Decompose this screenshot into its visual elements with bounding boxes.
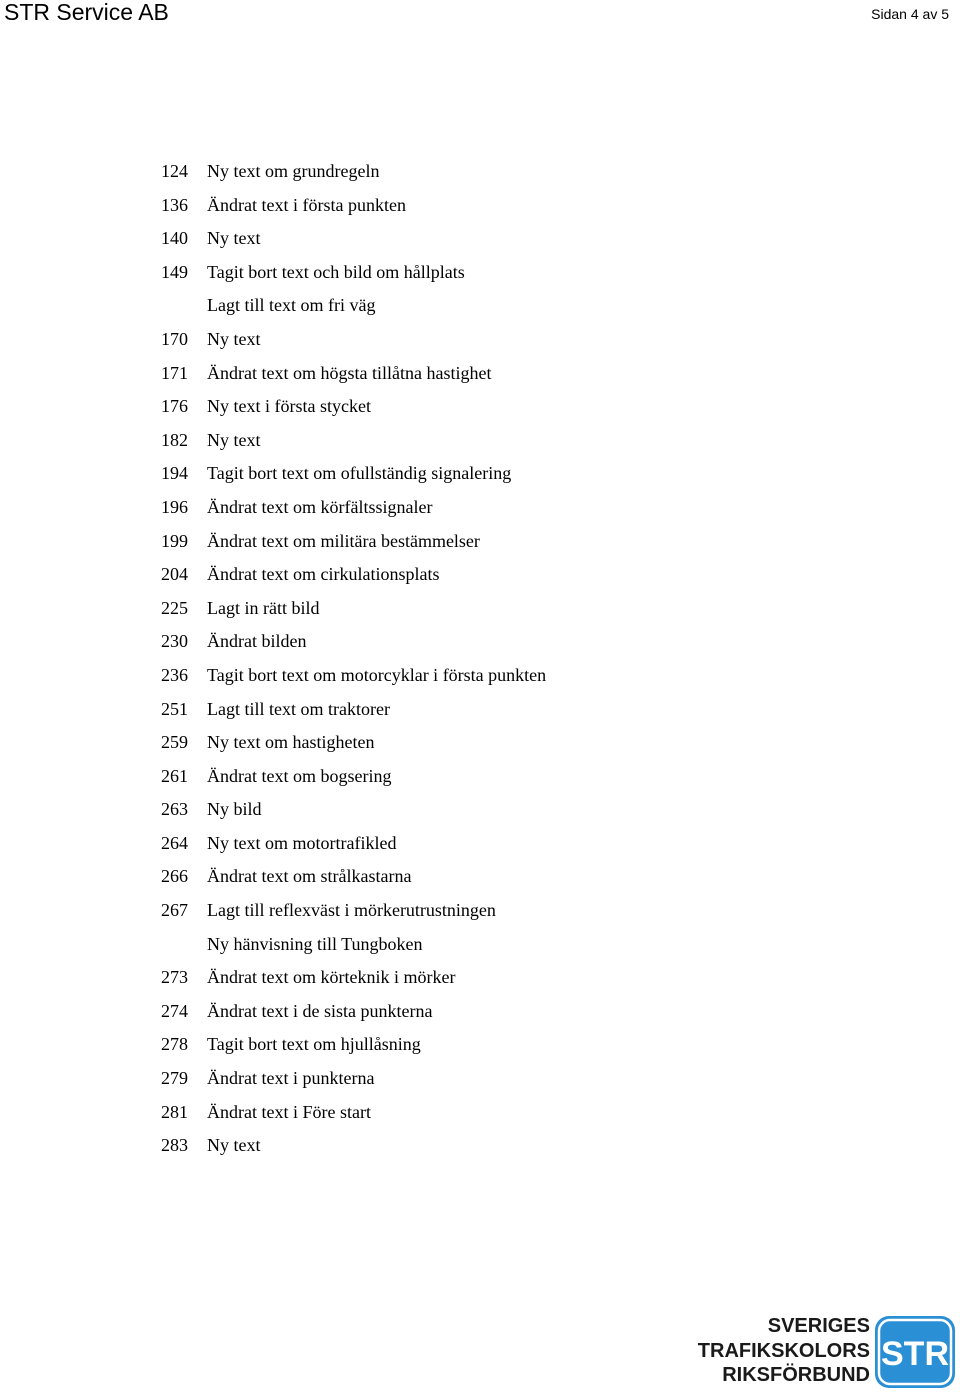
logo-line-2: TRAFIKSKOLORS [697,1339,870,1362]
change-page-number: 194 [161,463,188,484]
change-row [0,189,960,223]
change-description: Ny text [207,429,261,450]
change-description: Ändrat text om bogsering [207,765,392,786]
change-row [0,693,960,727]
changes-list [0,155,960,1163]
change-description: Ändrat text om militära bestämmelser [207,530,480,551]
change-page-number: 266 [161,866,188,887]
change-row [0,457,960,491]
change-page-number: 225 [161,597,188,618]
change-row [0,357,960,391]
change-description: Ny hänvisning till Tungboken [207,933,423,954]
change-row [0,525,960,559]
change-page-number: 230 [161,631,188,652]
logo-line-1: SVERIGES [767,1315,870,1337]
change-description: Ändrat text om högsta tillåtna hastighet [207,362,492,383]
change-page-number: 278 [161,1034,188,1055]
change-page-number: 264 [161,832,188,853]
change-row [0,256,960,290]
str-logo [690,1314,956,1390]
change-row [0,1129,960,1163]
change-description: Ändrat text om strålkastarna [207,866,412,887]
change-row [0,928,960,962]
change-row [0,625,960,659]
change-description: Ändrat bilden [207,631,307,652]
change-page-number: 259 [161,732,188,753]
change-description: Ändrat text om körteknik i mörker [207,967,456,988]
change-description: Tagit bort text om motorcyklar i första punkten [207,664,547,685]
change-description: Lagt till reflexväst i mörkerutrustningen [207,900,496,921]
change-row [0,726,960,760]
change-page-number: 281 [161,1101,188,1122]
page-indicator: Sidan 4 av 5 [871,6,949,22]
change-description: Ändrat text om cirkulationsplats [207,564,440,585]
change-description: Ny text [207,328,261,349]
change-row [0,289,960,323]
change-description: Ändrat text om körfältssignaler [207,496,433,517]
change-page-number: 170 [161,328,188,349]
change-row [0,659,960,693]
change-row [0,961,960,995]
change-row [0,424,960,458]
change-description: Lagt in rätt bild [207,597,320,618]
change-row [0,558,960,592]
change-row [0,995,960,1029]
change-description: Ändrat text i Före start [207,1101,371,1122]
change-row [0,491,960,525]
change-page-number: 182 [161,429,188,450]
change-page-number: 261 [161,765,188,786]
change-description: Ny text om motortrafikled [207,832,397,853]
change-row [0,827,960,861]
change-page-number: 196 [161,496,188,517]
change-description: Ny text i första stycket [207,396,371,417]
change-page-number: 140 [161,228,188,249]
change-description: Tagit bort text om ofullständig signalering [207,463,512,484]
change-page-number: 267 [161,900,188,921]
change-row [0,592,960,626]
change-page-number: 283 [161,1135,188,1156]
change-row [0,894,960,928]
change-row [0,155,960,189]
change-page-number: 171 [161,362,188,383]
str-logo-mark [874,1315,956,1389]
logo-mark-text: STR [881,1335,949,1373]
change-row [0,1028,960,1062]
change-description: Ändrat text i punkterna [207,1068,375,1089]
change-description: Tagit bort text om hjullåsning [207,1034,421,1055]
change-description: Ny text [207,1135,261,1156]
change-row [0,1096,960,1130]
logo-wordmark [698,1314,870,1388]
change-description: Ny bild [207,799,262,820]
change-page-number: 176 [161,396,188,417]
document-header-title: STR Service AB [4,0,169,25]
change-description: Ändrat text i de sista punkterna [207,1000,433,1021]
logo-line-3: RIKSFÖRBUND [722,1364,870,1386]
change-row [0,793,960,827]
change-description: Ny text om grundregeln [207,161,380,181]
change-page-number: 279 [161,1068,188,1089]
change-page-number: 199 [161,530,188,551]
change-page-number: 204 [161,564,188,585]
change-description: Lagt till text om traktorer [207,698,390,719]
change-page-number: 149 [161,261,188,282]
change-page-number: 263 [161,799,188,820]
change-page-number: 236 [161,664,188,685]
change-description: Lagt till text om fri väg [207,295,376,316]
change-description: Ny text [207,228,261,249]
change-description: Ändrat text i första punkten [207,194,406,215]
change-page-number: 251 [161,698,188,719]
change-description: Tagit bort text och bild om hållplats [207,261,465,282]
change-page-number: 136 [161,194,188,215]
change-page-number: 273 [161,967,188,988]
change-page-number: 124 [161,161,188,181]
change-row [0,323,960,357]
change-row [0,1062,960,1096]
change-row [0,860,960,894]
change-row [0,390,960,424]
change-row [0,222,960,256]
change-row [0,760,960,794]
change-page-number: 274 [161,1000,188,1021]
change-description: Ny text om hastigheten [207,732,375,753]
